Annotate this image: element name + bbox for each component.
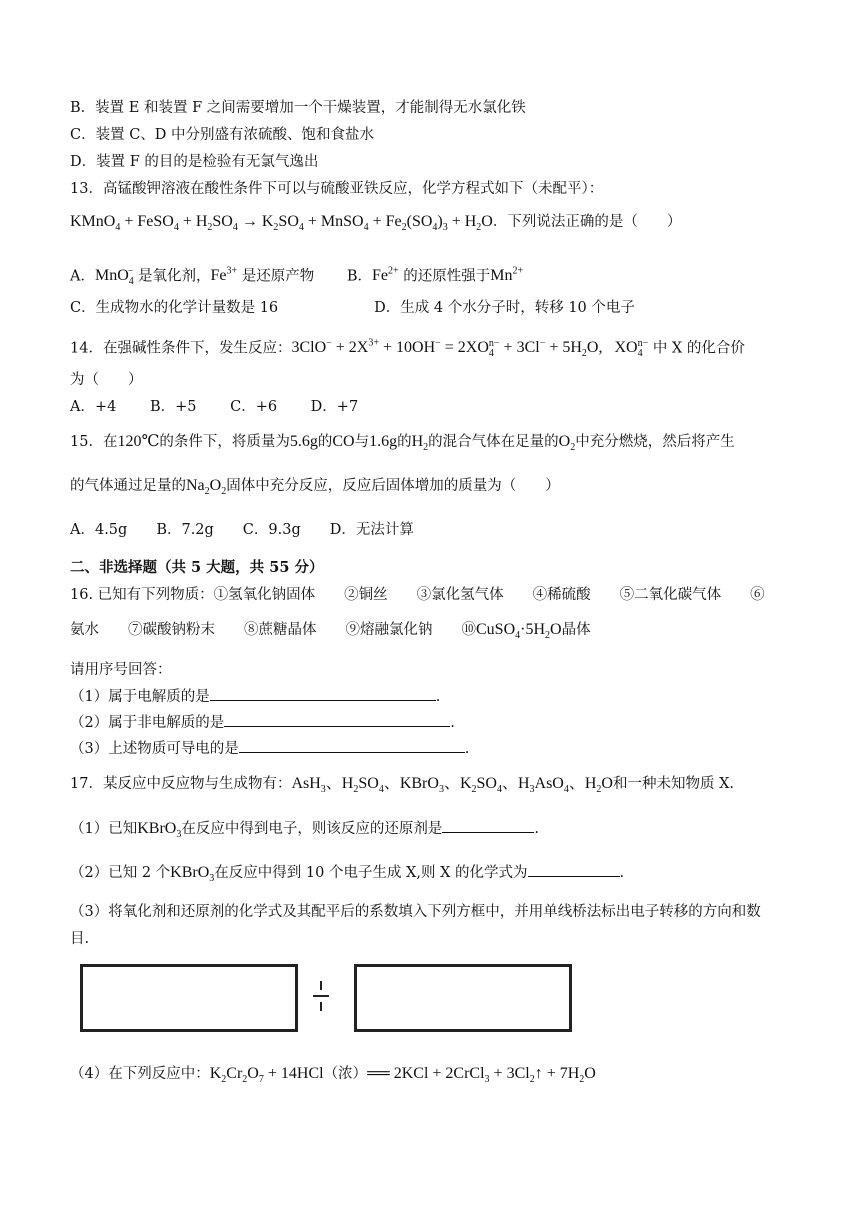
- answer-blank[interactable]: [210, 686, 436, 701]
- answer-blank[interactable]: [528, 862, 620, 877]
- section-heading: 二、非选择题（共 5 大题，共 55 分）: [70, 559, 324, 576]
- q14-line2: 为（ ）: [70, 372, 143, 388]
- q16-part3: （3）上述物质可导电的是 .: [70, 738, 469, 759]
- q17-part4-products: ══ 2KCl + 2CrCl$_3$ + $3Cl_2↑ + 7H_2O$: [367, 1065, 596, 1086]
- q15-line2: 的气体通过足量的$Na_2O_2$固体中充分反应，反应后固体增加的质量为（ ）: [70, 477, 560, 498]
- q17-part4: （4）在下列反应中：$K_2Cr_2O_7 + 14HCl$（浓）══ 2KCl + 2CrCl$_3$ + $3Cl_2↑ + 7H_2O$: [70, 1065, 596, 1086]
- answer-blank[interactable]: [442, 818, 534, 833]
- mn2-ion: $Mn^{2+}$: [490, 266, 524, 285]
- answer-blank[interactable]: [224, 712, 450, 727]
- question-13: 13．高锰酸钾溶液在酸性条件下可以与硫酸亚铁反应，化学方程式如下（未配平）：: [70, 181, 604, 197]
- fe2-ion: $Fe^{2+}$: [372, 266, 399, 285]
- q14-equation: $3ClO^- + 2X^{3+} + 10OH^- = 2XO_4^{n-} + 3Cl^- + 5H_2O$, $XO_4^{n-}$: [291, 338, 649, 360]
- question-14: 14．在强碱性条件下，发生反应：$3ClO^- + 2X^{3+} + 10OH^- = 2XO_4^{n-} + 3Cl^- + 5H_2O$, $XO_4^{n-}$ 中 X 的化合价: [70, 338, 745, 360]
- permanganate-ion: MnO$_4$−: [94, 266, 134, 288]
- q17-part2: （2）已知 2 个KBrO$_3$在反应中得到 10 个电子生成 X,则 X 的化学式为 .: [70, 864, 625, 885]
- question-17: 17．某反应中反应物与生成物有：AsH$_3$、$H_2SO_4$、KBrO$_3$、$K_2SO_4$、$H_3AsO_4$、$H_2O$和一种未知物质 X.: [70, 775, 735, 796]
- mass-h2: 1.6g: [369, 433, 398, 450]
- kbro3-formula: KBrO$_3$: [170, 864, 215, 885]
- q13-equation: KMnO$_4$ + FeSO$_4$ + $H_2SO_4 \to K_2SO_4$ + MnSO$_4$ + $Fe_2(SO_4)_3 + H_2O$．下列说法正确的是（ ）: [70, 213, 682, 234]
- q17-part1: （1）已知KBrO$_3$在反应中得到电子，则该反应的还原剂是 .: [70, 820, 539, 841]
- answer-box-right[interactable]: [354, 964, 572, 1032]
- plus-sign-vertical-top: [320, 981, 322, 990]
- cuso4-formula: $CuSO_4\cdot 5H_2O$: [476, 621, 562, 642]
- q13-options-cd: C．生成物水的化学计量数是 16 D．生成 4 个水分子时，转移 10 个电子: [70, 300, 635, 316]
- o2-formula: $O_2$: [558, 433, 576, 454]
- fe3-ion: $Fe^{3+}$: [210, 266, 238, 285]
- q16-prompt: 请用序号回答：: [70, 662, 172, 678]
- q16-part2: （2）属于非电解质的是 .: [70, 712, 455, 733]
- answer-box-left[interactable]: [80, 964, 298, 1032]
- plus-sign-horizontal: [313, 995, 329, 997]
- option-b-q12: B．装置 E 和装置 F 之间需要增加一个干燥装置，才能制得无水氯化铁: [70, 100, 526, 116]
- plus-sign-vertical-bottom: [320, 1002, 322, 1011]
- temperature: 120℃: [117, 433, 160, 450]
- q13-options-ab: A．MnO$_4$− 是氧化剂，$Fe^{3+}$ 是还原产物 B．$Fe^{2+}$ 的还原性强于$Mn^{2+}$: [70, 266, 524, 288]
- q16-part1: （1）属于电解质的是 .: [70, 686, 440, 707]
- q16-line2: 氨水 ⑦碳酸钠粉末 ⑧蔗糖晶体 ⑨熔融氯化钠 $⑩CuSO_4\cdot 5H_2O$晶体: [70, 621, 591, 642]
- mass-co: 5.6g: [289, 433, 318, 450]
- q17-part3-cont: 目.: [70, 931, 90, 947]
- na2o2-formula: $Na_2O_2$: [186, 477, 227, 498]
- q17-substances: AsH$_3$、$H_2SO_4$、KBrO$_3$、$K_2SO_4$、$H_3AsO_4$、$H_2O$: [291, 775, 613, 796]
- answer-blank[interactable]: [239, 738, 465, 753]
- q17-part3: （3）将氧化剂和还原剂的化学式及其配平后的系数填入下列方框中，并用单线桥法标出电子转移的方向和数: [70, 904, 761, 920]
- h2-formula: $H_2$: [411, 433, 429, 454]
- question-16: 16. 已知有下列物质：①氢氧化钠固体 ②铜丝 ③氯化氢气体 ④稀硫酸 ⑤二氧化碳气体 ⑥: [70, 587, 765, 603]
- q13-equation-formula: KMnO$_4$ + FeSO$_4$ + $H_2SO_4 \to K_2SO_4$ + MnSO$_4$ + $Fe_2(SO_4)_3 + H_2O$: [70, 213, 493, 234]
- q17-part4-reactants: $K_2Cr_2O_7 + 14HCl$: [209, 1065, 324, 1086]
- question-15: 15．在120℃的条件下，将质量为5.6g的CO与1.6g的$H_2$的混合气体在足量的$O_2$中充分燃烧，然后将产生: [70, 433, 735, 454]
- co-formula: CO: [332, 433, 355, 450]
- q14-options: A．+4 B．+5 C．+6 D．+7: [70, 399, 359, 415]
- kbro3-formula: KBrO$_3$: [137, 820, 182, 841]
- option-d-q12: D．装置 F 的目的是检验有无氯气逸出: [70, 154, 319, 170]
- option-c-q12: C．装置 C、D 中分别盛有浓硫酸、饱和食盐水: [70, 127, 375, 143]
- q15-options: A．4.5g B．7.2g C．9.3g D．无法计算: [70, 522, 414, 538]
